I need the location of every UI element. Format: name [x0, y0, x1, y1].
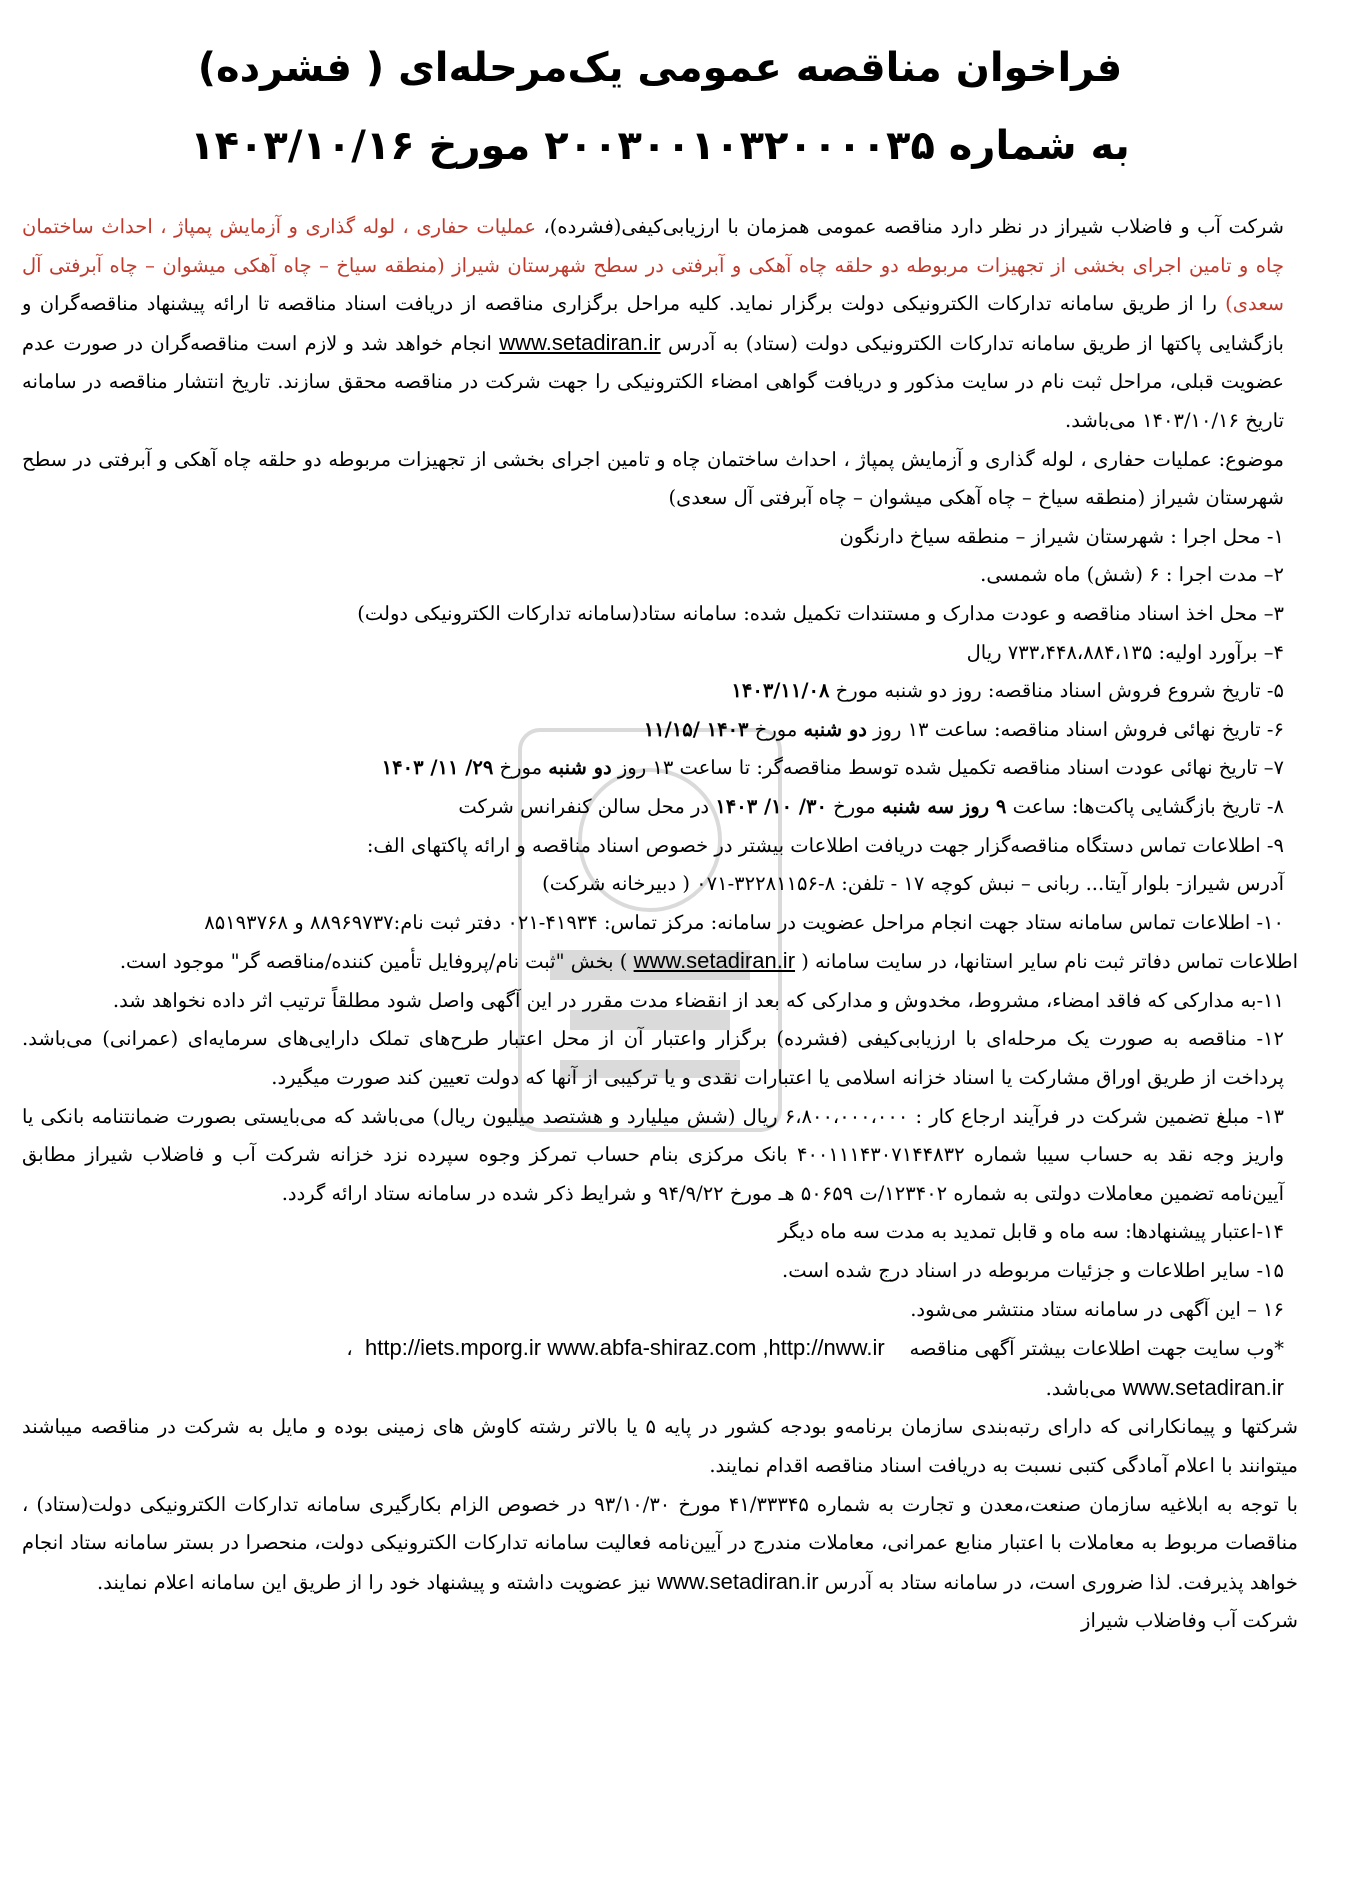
page-title: فراخوان مناقصه عمومی یک‌مرحله‌ای ( فشرده)	[197, 45, 1123, 91]
item-14: ۱۴-اعتبار پیشنهادها: سه ماه و قابل تمدید به مدت سه ماه دیگر	[778, 1220, 1284, 1244]
subject-paragraph: موضوع: عملیات حفاری ، لوله گذاری و آزمایش پمپاژ ، احداث ساختمان چاه و تامین اجرای بخشی از تجهیزات مربوطه دو حلقه چاه آهکی و آبرفتی در سطح شهرستان شیراز (منطقه سیاخ – چاه آهکی میشوان – چاه آبرفتی آل سعدی)	[22, 447, 1284, 510]
websites-paragraph	[22, 1329, 1298, 1408]
setadiran-link[interactable]: www.setadiran.ir	[499, 329, 661, 355]
intro-subject-highlight: عملیات حفاری ، لوله گذاری و آزمایش پمپاژ ، احداث ساختمان چاه و تامین اجرای بخشی از تجهیزات مربوطه دو حلقه چاه آهکی و آبرفتی در سطح شهرستان شیراز (منطقه سیاخ – چاه آهکی میشوان – چاه آبرفتی آل سعدی)	[22, 215, 1284, 316]
item-5-date: ۱۴۰۳/۱۱/۰۸	[731, 679, 830, 703]
item-12: ۱۲- مناقصه به صورت یک مرحله‌ای با ارزیابی‌کیفی (فشرده) برگزار واعتبار آن از محل اعتبار طرح‌های تملک دارایی‌های سرمایه‌ای (عمرانی) می‌باشد. پرداخت از طریق اوراق مشارکت یا اسناد خزانه اسلامی یا اعتبارات نقدی و یا ترکیبی از آنها که دولت تعیین کند صورت میگیرد.	[22, 1027, 1284, 1090]
item-6	[22, 711, 1298, 750]
item-15: ۱۵- سایر اطلاعات و جزئیات مربوطه در اسناد درج شده است.	[782, 1259, 1284, 1283]
item-8-dated: مورخ	[826, 794, 882, 818]
item-6-date: ۱۴۰۳ /۱۱/۱۵	[643, 717, 749, 741]
item-8-text: ۸- تاریخ بازگشایی پاکت‌ها: ساعت	[1006, 794, 1284, 818]
websites-lead: *وب سایت جهت اطلاعات بیشتر آگهی مناقصه	[909, 1337, 1284, 1361]
item-13: ۱۳- مبلغ تضمین شرکت در فرآیند ارجاع کار : ۶،۸۰۰،۰۰۰،۰۰۰ ریال (شش میلیارد و هشتصد میلیون ریال) می‌باشد که می‌بایستی بصورت ضمانتنامه بانکی یا واریز وجه نقد به حساب سیبا شماره ۴۰۰۱۱۱۴۳۰۷۱۴۴۸۳۲ بانک مرکزی بنام حساب تمرکز وجوه سپرده نزد خزانه شرکت آب و فاضلاب شیراز مطابق آیین‌نامه تضمین معاملات دولتی به شماره ۱۲۳۴۰۲/ت ۵۰۶۵۹ هـ مورخ ۹۴/۹/۲۲ و شرایط ذکر شده در سامانه ستاد ارائه گردد.	[22, 1104, 1284, 1205]
item-10-offices-text-2: ) بخش "ثبت نام/پروفایل تأمین کننده/مناقصه گر" موجود است.	[119, 950, 634, 974]
intro-text-2: را از طریق سامانه تدارکات الکترونیکی دولت برگزار نماید. کلیه مراحل برگزاری مناقصه از دریافت اسناد مناقصه تا ارائه پیشنهاد مناقصه‌گران و بازگشایی پاکتها از طریق سامانه تدارکات الکترونیکی دولت (ستاد) به آدرس	[22, 292, 1284, 355]
setadiran-link-2[interactable]: www.setadiran.ir	[633, 948, 796, 974]
item-10-offices-text-1: اطلاعات تماس دفاتر ثبت نام سایر استانها، در سایت سامانه (	[795, 950, 1298, 974]
item-11: ۱۱-به مدارکی که فاقد امضاء، مشروط، مخدوش و مدارکی که بعد از انقضاء مدت مقرر در این آگهی واصل شود مطلقاً ترتیب اثر داده نخواهد شد.	[112, 988, 1284, 1012]
websites-separator: ،	[346, 1337, 353, 1361]
item-10-offices	[22, 942, 1298, 982]
item-16: ۱۶ – این آگهی در سامانه ستاد منتشر می‌شود.	[910, 1297, 1284, 1321]
intro-text-3: انجام خواهد شد و لازم است مناقصه‌گران در صورت عدم عضویت قبلی، مراحل ثبت نام در سایت مذکور و دریافت گواهی امضاء الکترونیکی را جهت شرکت در مناقصه محقق سازند. تاریخ انتشار مناقصه در سامانه تاریخ ۱۴۰۳/۱۰/۱۶ می‌باشد.	[22, 331, 1284, 432]
item-8	[22, 788, 1298, 827]
item-2: ۲– مدت اجرا : ۶ (شش) ماه شمسی.	[980, 563, 1284, 587]
item-8-location: در محل سالن کنفرانس شرکت	[458, 794, 716, 818]
item-7-text: ۷– تاریخ نهائی عودت اسناد مناقصه تکمیل شده توسط مناقصه‌گر: تا ساعت ۱۳ روز	[611, 756, 1284, 780]
item-7-dated: مورخ	[493, 756, 549, 780]
item-7-day: دو شنبه	[548, 756, 612, 780]
notice-text-2: نیز عضویت داشته و پیشنهاد خود را از طریق این سامانه اعلام نمایند.	[97, 1570, 658, 1594]
setadiran-link-4[interactable]: www.setadiran.ir	[657, 1568, 819, 1594]
item-5	[22, 672, 1298, 711]
item-7-date: ۲۹/ ۱۱/ ۱۴۰۳	[381, 756, 494, 780]
item-8-date: ۳۰/ ۱۰/ ۱۴۰۳	[715, 794, 827, 818]
item-1: ۱- محل اجرا : شهرستان شیراز – منطقه سیاخ دارنگون	[839, 524, 1284, 548]
item-10: ۱۰- اطلاعات تماس سامانه ستاد جهت انجام مراحل عضویت در سامانه: مرکز تماس: ۴۱۹۳۴-۰۲۱ دفتر ثبت نام:۸۸۹۶۹۷۳۷ و ۸۵۱۹۳۷۶۸	[204, 910, 1284, 934]
item-4: ۴– برآورد اولیه: ۷۳۳،۴۴۸،۸۸۴،۱۳۵ ریال	[966, 640, 1284, 664]
intro-paragraph	[22, 208, 1298, 441]
notice-text-1: با توجه به ابلاغیه سازمان صنعت،معدن و تجارت به شماره ۴۱/۳۳۳۴۵ مورخ ۹۳/۱۰/۳۰ در خصوص الزام بکارگیری سامانه تدارکات الکترونیکی دولت(ستاد) ، مناقصات مربوط به معاملات با اعتبار منابع عمرانی، معاملات مندرج در آیین‌نامه فعالیت سامانه تدارکات الکترونیکی دولت، منحصرا در بستر سامانه ستاد انجام خواهد پذیرفت. لذا ضروری است، در سامانه ستاد به آدرس	[22, 1492, 1298, 1594]
item-6-day: دو شنبه	[803, 717, 867, 741]
setadiran-link-3[interactable]: www.setadiran.ir	[1122, 1374, 1284, 1400]
item-3: ۳– محل اخذ اسناد مناقصه و عودت مدارک و مستندات تکمیل شده: سامانه ستاد(سامانه تدارکات الکترونیکی دولت)	[357, 601, 1284, 625]
websites-list[interactable]: http://iets.mporg.ir www.abfa-shiraz.com ,http://nww.ir	[365, 1335, 885, 1361]
item-6-text: ۶- تاریخ نهائی فروش اسناد مناقصه: ساعت ۱۳ روز	[866, 717, 1284, 741]
websites-tail: می‌باشد.	[1045, 1376, 1123, 1400]
signature: شرکت آب وفاضلاب شیراز	[1081, 1609, 1298, 1633]
item-7	[22, 749, 1298, 788]
contractors-paragraph: شرکتها و پیمانکارانی که دارای رتبه‌بندی سازمان برنامه‌و بودجه کشور در پایه ۵ یا بالاتر رشته کاوش های زمینی بوده و مایل به شرکت در مناقصه میباشند میتوانند با اعلام آمادگی کتبی نسبت به دریافت اسناد مناقصه اقدام نمایند.	[22, 1415, 1299, 1477]
item-9: ۹- اطلاعات تماس دستگاه مناقصه‌گزار جهت دریافت اطلاعات بیشتر در خصوص اسناد مناقصه و ارائه پاکتهای الف:	[366, 833, 1284, 857]
item-8-time: ۹ روز سه شنبه	[881, 794, 1007, 818]
item-6-dated: مورخ	[748, 717, 804, 741]
notice-paragraph	[22, 1486, 1298, 1603]
tender-number-title: به شماره ۲۰۰۳۰۰۱۰۳۲۰۰۰۰۳۵ مورخ ۱۴۰۳/۱۰/۱۶	[190, 123, 1130, 169]
notice-body	[22, 208, 1298, 1641]
item-5-text: ۵- تاریخ شروع فروش اسناد مناقصه: روز دو شنبه مورخ	[829, 679, 1284, 703]
intro-text-1: شرکت آب و فاضلاب شیراز در نظر دارد مناقصه عمومی همزمان با ارزیابی‌کیفی(فشرده)،	[535, 215, 1285, 238]
item-9-address: آدرس شیراز- بلوار آیتا... ربانی – نبش کوچه ۱۷ - تلفن: ۸-۳۲۲۸۱۱۵۶-۰۷۱ ( دبیرخانه شرکت)	[542, 872, 1284, 896]
